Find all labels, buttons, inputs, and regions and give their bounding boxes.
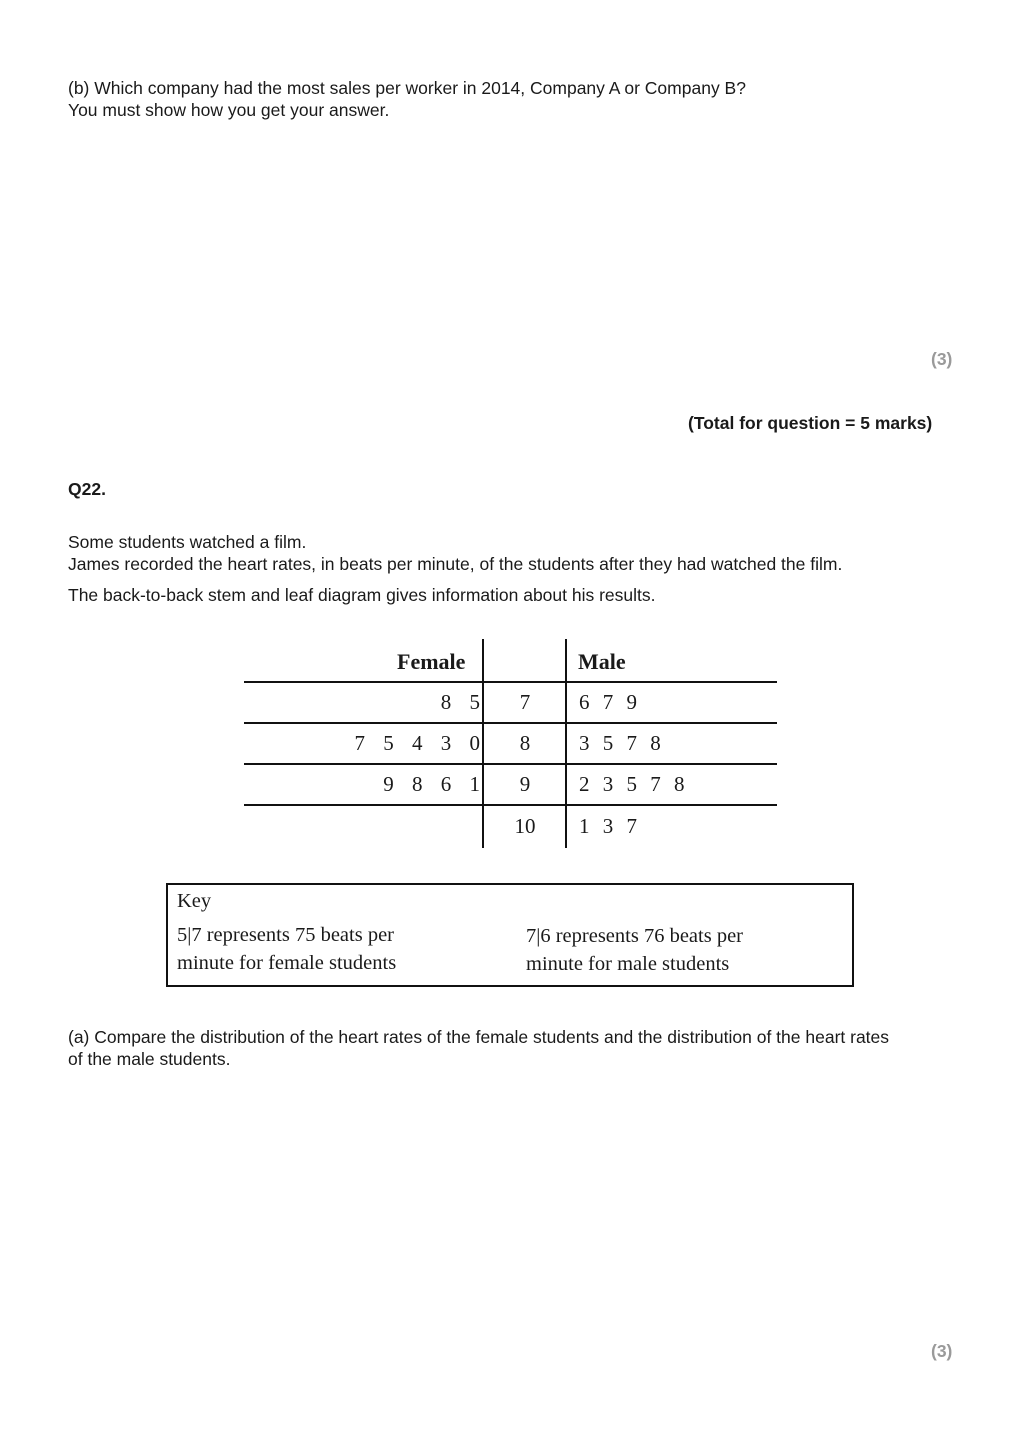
row-divider <box>244 681 777 683</box>
female-leaves-row-7: 8 5 <box>440 690 480 714</box>
key-female-line1: 5|7 represents 75 beats per <box>177 924 395 946</box>
key-male-line2: minute for male students <box>526 953 730 975</box>
row-divider <box>244 722 777 724</box>
stem-10: 10 <box>514 814 536 838</box>
key-female-line2: minute for female students <box>177 952 397 974</box>
male-leaves-row-8: 3 5 7 8 <box>579 731 661 755</box>
diagram-key <box>166 883 854 987</box>
stem-7: 7 <box>519 690 531 714</box>
q22-intro-line1: Some students watched a film. <box>68 532 307 552</box>
part-b-question-line2: You must show how you get your answer. <box>68 100 390 120</box>
question-number: Q22. <box>68 479 106 499</box>
part-b-mark: (3) <box>931 349 953 369</box>
row-divider <box>244 804 777 806</box>
stem-8: 8 <box>519 731 531 755</box>
male-leaves-row-9: 2 3 5 7 8 <box>579 772 685 796</box>
key-male-line1: 7|6 represents 76 beats per <box>526 925 744 947</box>
female-header: Female <box>397 649 466 674</box>
q22-intro-line3: The back-to-back stem and leaf diagram gives information about his results. <box>68 585 656 605</box>
female-leaves-row-8: 7 5 4 3 0 <box>354 731 480 755</box>
part-b-question-line1: (b) Which company had the most sales per worker in 2014, Company A or Company B? <box>68 78 746 98</box>
stem-and-leaf-diagram <box>244 639 778 849</box>
stem-9: 9 <box>519 772 531 796</box>
male-leaves-row-10: 1 3 7 <box>579 814 637 838</box>
total-marks: (Total for question = 5 marks) <box>688 413 933 433</box>
row-divider <box>244 763 777 765</box>
key-title: Key <box>177 890 212 912</box>
q22-intro-line2: James recorded the heart rates, in beats per minute, of the students after they had watched the film. <box>68 554 843 574</box>
part-a-question-line1: (a) Compare the distribution of the heart rates of the female students and the distribution of the heart rates <box>68 1027 890 1047</box>
part-a-mark: (3) <box>931 1341 953 1361</box>
female-leaves-row-9: 9 8 6 1 <box>383 772 480 796</box>
male-leaves-row-7: 6 7 9 <box>579 690 637 714</box>
male-header: Male <box>578 649 626 674</box>
part-a-question-line2: of the male students. <box>68 1049 231 1069</box>
